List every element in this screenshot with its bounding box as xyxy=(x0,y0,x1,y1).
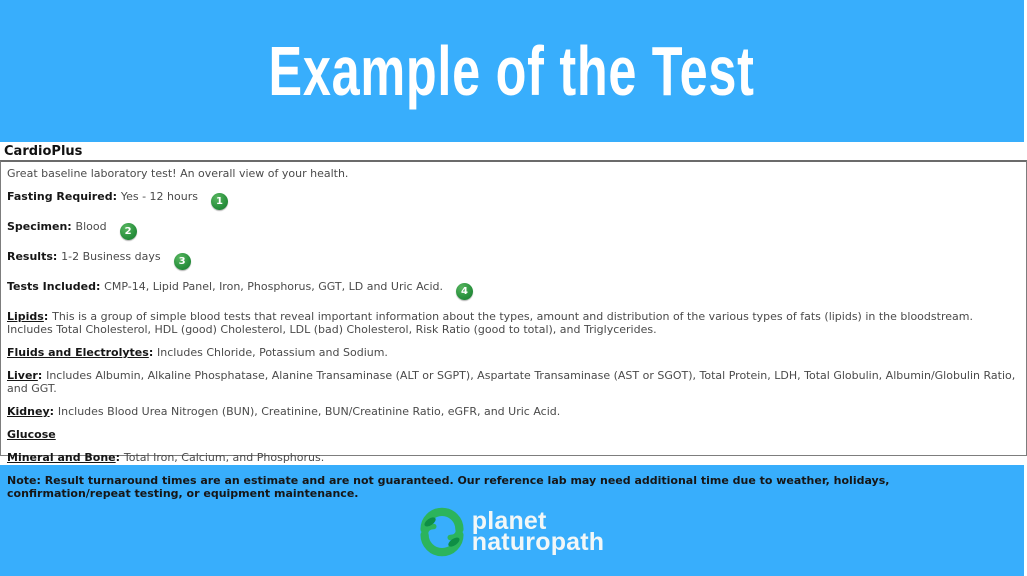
logo-line2: naturopath xyxy=(471,528,605,556)
panel-paragraph: Mineral and Bone: Total Iron, Calcium, and Phosphorus. xyxy=(7,451,325,464)
panel-paragraph: Great baseline laboratory test! An overall view of your health. xyxy=(7,167,349,180)
test-details-box xyxy=(0,160,1027,500)
step-badge: 3 xyxy=(174,253,191,270)
panel-paragraph: Lipids: This is a group of simple blood tests that reveal important information about the types, amount and distribution of the various types of fats (lipids) in the bloodstream. Includes Total Cholesterol, HDL (good) Cholesterol, LDL (bad) Cholesterol, Risk Ratio (good to total), and Triglycerides. xyxy=(7,310,973,336)
panel-paragraph: Kidney: Includes Blood Urea Nitrogen (BUN), Creatinine, BUN/Creatinine Ratio, eGFR, and Uric Acid. xyxy=(7,405,561,418)
panel-paragraph: Glucose xyxy=(7,428,56,441)
panel-paragraph: Liver: Includes Albumin, Alkaline Phosphatase, Alanine Transaminase (ALT or SGPT), Aspartate Transaminase (AST or SGOT), Total Protein, LDH, Total Globulin, Albumin/Globulin Ratio, and GGT. xyxy=(7,369,1016,395)
test-panel xyxy=(0,142,1024,500)
title-band xyxy=(0,0,1024,142)
step-badge: 4 xyxy=(456,283,473,300)
step-badge: 2 xyxy=(120,223,137,240)
panel-paragraph: Fasting Required: Yes - 12 hours 1 xyxy=(7,190,1016,210)
planet-naturopath-logo xyxy=(0,507,1024,556)
footer xyxy=(0,465,1024,576)
leaf-circle-icon xyxy=(420,510,464,554)
page-title: Example of the Test xyxy=(268,32,756,110)
panel-paragraph: Results: 1-2 Business days 3 xyxy=(7,250,1016,270)
logo-text xyxy=(471,507,605,556)
panel-paragraph: Fluids and Electrolytes: Includes Chloride, Potassium and Sodium. xyxy=(7,346,388,359)
panel-paragraph: Tests Included: CMP-14, Lipid Panel, Iron, Phosphorus, GGT, LD and Uric Acid. 4 xyxy=(7,280,1016,300)
panel-paragraph: Specimen: Blood 2 xyxy=(7,220,1016,240)
logo-line1: planet xyxy=(471,507,547,535)
panel-heading: CardioPlus xyxy=(4,144,83,159)
panel-paragraph: Note: Result turnaround times are an estimate and are not guaranteed. Our reference lab may need additional time due to weather, holidays, confirmation/repeat testing, or equipment maintenance. xyxy=(7,474,890,500)
step-badge: 1 xyxy=(211,193,228,210)
